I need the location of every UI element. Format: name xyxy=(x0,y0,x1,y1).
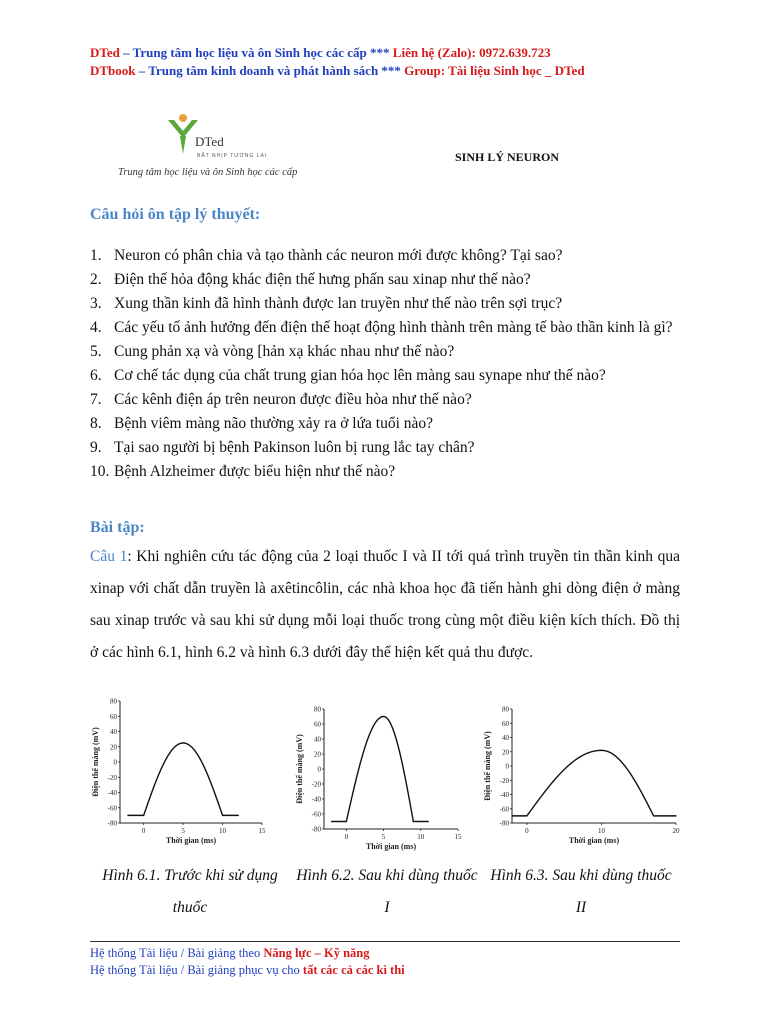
y-tick-label: 20 xyxy=(314,750,321,759)
header-line-1-text: – Trung tâm học liệu và ôn Sinh học các cấp *** xyxy=(119,45,393,60)
figure-6-2 xyxy=(292,695,472,855)
header-line-2 xyxy=(90,63,585,79)
x-tick-label: 20 xyxy=(672,827,680,835)
y-tick-label: 60 xyxy=(110,712,117,721)
data-point xyxy=(238,815,239,816)
document-title: SINH LÝ NEURON xyxy=(455,150,560,164)
footer-line-1-emph: Năng lực – Kỹ năng xyxy=(263,946,370,960)
y-tick-label: -40 xyxy=(311,795,321,804)
header-contact-label: Liên hệ (Zalo): xyxy=(392,45,476,60)
data-point xyxy=(675,815,676,816)
x-axis-label: Thời gian (ms) xyxy=(568,836,620,845)
y-tick-label: -40 xyxy=(107,789,117,797)
y-tick-label: -20 xyxy=(311,780,321,789)
y-tick-label: 20 xyxy=(110,743,117,752)
y-tick-label: -80 xyxy=(499,819,509,828)
question-item xyxy=(90,268,690,292)
x-tick-label: 10 xyxy=(417,833,425,841)
y-tick-label: 40 xyxy=(110,728,117,736)
question-number: 2. xyxy=(90,271,102,288)
y-tick-label: 80 xyxy=(314,705,321,714)
logo-brand: DTed xyxy=(195,134,224,149)
y-tick-label: 0 xyxy=(113,758,117,767)
question-text: Cơ chế tác dụng của chất trung gian hóa học lên màng sau synape như thế nào? xyxy=(114,367,606,384)
x-tick-label: 10 xyxy=(597,827,605,835)
y-tick-label: -80 xyxy=(311,825,321,834)
question-item xyxy=(90,340,690,364)
question-text: Các yếu tố ảnh hưởng đến điện thế hoạt động hình thành trên màng tế bào thần kinh là gì? xyxy=(114,319,673,336)
series-line xyxy=(128,743,238,815)
question-number: 7. xyxy=(90,391,102,408)
question-text: Tại sao người bị bệnh Pakinson luôn bị rung lắc tay chân? xyxy=(114,439,475,456)
y-tick-label: -20 xyxy=(499,776,509,785)
data-point xyxy=(511,815,512,816)
x-tick-label: 0 xyxy=(141,827,146,835)
x-axis-label: Thời gian (ms) xyxy=(365,842,417,851)
data-point xyxy=(383,716,384,717)
logo xyxy=(118,112,338,187)
question-list xyxy=(90,244,690,484)
y-axis-label: Điện thế màng (mV) xyxy=(295,734,304,804)
exercise-label: Câu 1 xyxy=(90,548,128,565)
x-tick-label: 15 xyxy=(454,833,462,841)
exercise-paragraph xyxy=(90,541,680,669)
y-tick-label: 80 xyxy=(502,705,509,714)
data-point xyxy=(127,815,128,816)
theory-heading: Câu hỏi ôn tập lý thuyết: xyxy=(90,206,261,223)
y-tick-label: -60 xyxy=(311,810,321,819)
logo-slogan: BẮT NHỊP TƯƠNG LAI xyxy=(197,153,268,159)
y-tick-label: 80 xyxy=(110,697,117,706)
y-axis-label: Điện thế màng (mV) xyxy=(91,727,100,797)
exercise-body: : Khi nghiên cứu tác động của 2 loại thuốc I và II tới quá trình truyền tin thần kinh qua xinap với chất dẫn truyền là axêtincôlin, các nhà khoa học đã tiến hành ghi dòng điện ở màng sau xinap trước và sau khi sử dụng mỗi loại thuốc trong cùng một điều kiện kích thích. Đồ thị ở các hình 6.1, hình 6.2 và hình 6.3 dưới đây thể hiện kết quả thu được. xyxy=(90,548,681,661)
y-tick-label: 0 xyxy=(505,762,509,771)
data-point xyxy=(601,750,602,751)
data-point xyxy=(428,821,429,822)
question-text: Các kênh điện áp trên neuron được điều hòa như thế nào? xyxy=(114,391,472,408)
question-text: Cung phản xạ và vòng [hản xạ khác nhau như thế nào? xyxy=(114,343,455,360)
data-point xyxy=(413,821,414,822)
y-tick-label: 0 xyxy=(317,765,321,774)
x-tick-label: 5 xyxy=(381,833,386,841)
y-tick-label: -60 xyxy=(499,805,509,814)
y-axis-label: Điện thế màng (mV) xyxy=(483,731,492,801)
figure-6-1 xyxy=(84,695,274,855)
x-tick-label: 10 xyxy=(219,827,227,835)
question-item xyxy=(90,436,690,460)
x-axis-label: Thời gian (ms) xyxy=(165,836,217,845)
y-tick-label: -80 xyxy=(107,819,117,828)
data-point xyxy=(346,821,347,822)
header-line-1 xyxy=(90,45,551,61)
footer-line-1-text: Hệ thống Tài liệu / Bài giảng theo xyxy=(90,946,264,960)
figure-caption-6-2: Hình 6.2. Sau khi dùng thuốc I xyxy=(296,867,478,916)
figure-6-3 xyxy=(484,695,684,855)
y-tick-label: 40 xyxy=(502,734,509,742)
x-tick-label: 15 xyxy=(258,827,266,835)
header-line-2-text: – Trung tâm kinh doanh và phát hành sách *** xyxy=(135,63,405,78)
header-phone: 0972.639.723 xyxy=(475,45,551,60)
data-point xyxy=(183,742,184,743)
question-text: Xung thần kinh đã hình thành được lan truyền như thế nào trên sợi trục? xyxy=(114,295,563,312)
header-brand-dted: DTed xyxy=(90,45,120,60)
y-tick-label: 20 xyxy=(502,748,509,757)
figure-caption-6-3: Hình 6.3. Sau khi dùng thuốc II xyxy=(490,867,672,916)
header-group-label: Group: xyxy=(404,63,446,78)
question-number: 8. xyxy=(90,415,102,432)
question-number: 4. xyxy=(90,319,102,336)
data-point xyxy=(222,815,223,816)
footer-divider xyxy=(90,941,680,942)
x-tick-label: 0 xyxy=(525,827,529,835)
chart-6-3 xyxy=(484,695,684,855)
header-group-name: Tài liệu Sinh học _ DTed xyxy=(445,63,585,78)
footer-line-2-emph: tất các cả các kì thi xyxy=(302,963,405,977)
series-line xyxy=(512,750,676,816)
exercise-heading: Bài tập: xyxy=(90,519,145,536)
question-item xyxy=(90,460,690,484)
y-tick-label: -60 xyxy=(107,804,117,813)
question-text: Bệnh viêm màng não thường xảy ra ở lứa tuổi nào? xyxy=(114,415,434,432)
question-text: Điện thế hỏa động khác điện thế hưng phấn sau xinap như thế nào? xyxy=(114,271,531,288)
question-item xyxy=(90,364,690,388)
data-point xyxy=(331,821,332,822)
question-item xyxy=(90,316,690,340)
question-number: 6. xyxy=(90,367,102,384)
question-number: 9. xyxy=(90,439,102,456)
question-item xyxy=(90,388,690,412)
data-point xyxy=(526,815,527,816)
question-number: 1. xyxy=(90,247,102,264)
question-number: 10. xyxy=(90,463,110,480)
y-tick-label: 40 xyxy=(314,735,321,744)
logo-caption: Trung tâm học liệu và ôn Sinh học các cấp xyxy=(118,167,298,178)
question-text: Bệnh Alzheimer được biểu hiện như thế nào? xyxy=(114,463,396,480)
figure-caption-6-1: Hình 6.1. Trước khi sử dụng thuốc xyxy=(102,867,278,916)
question-number: 5. xyxy=(90,343,102,360)
x-tick-label: 5 xyxy=(181,827,185,835)
data-point xyxy=(653,815,654,816)
y-tick-label: 60 xyxy=(314,720,321,729)
y-tick-label: 60 xyxy=(502,719,509,728)
chart-6-2 xyxy=(292,695,472,855)
footer-line-2-text: Hệ thống Tài liệu / Bài giảng phục vụ cho xyxy=(90,963,303,977)
footer-line-2 xyxy=(90,963,405,978)
footer-line-1 xyxy=(90,946,370,961)
question-text: Neuron có phân chia và tạo thành các neuron mới được không? Tại sao? xyxy=(114,247,563,264)
header-brand-dtbook: DTbook xyxy=(90,63,136,78)
y-tick-label: -40 xyxy=(499,791,509,799)
chart-6-1 xyxy=(84,695,274,855)
question-number: 3. xyxy=(90,295,102,312)
series-line xyxy=(331,717,428,822)
data-point xyxy=(143,815,144,816)
x-tick-label: 0 xyxy=(344,833,349,841)
question-item xyxy=(90,292,690,316)
question-item xyxy=(90,412,690,436)
y-tick-label: -20 xyxy=(107,773,117,782)
question-item xyxy=(90,244,690,268)
